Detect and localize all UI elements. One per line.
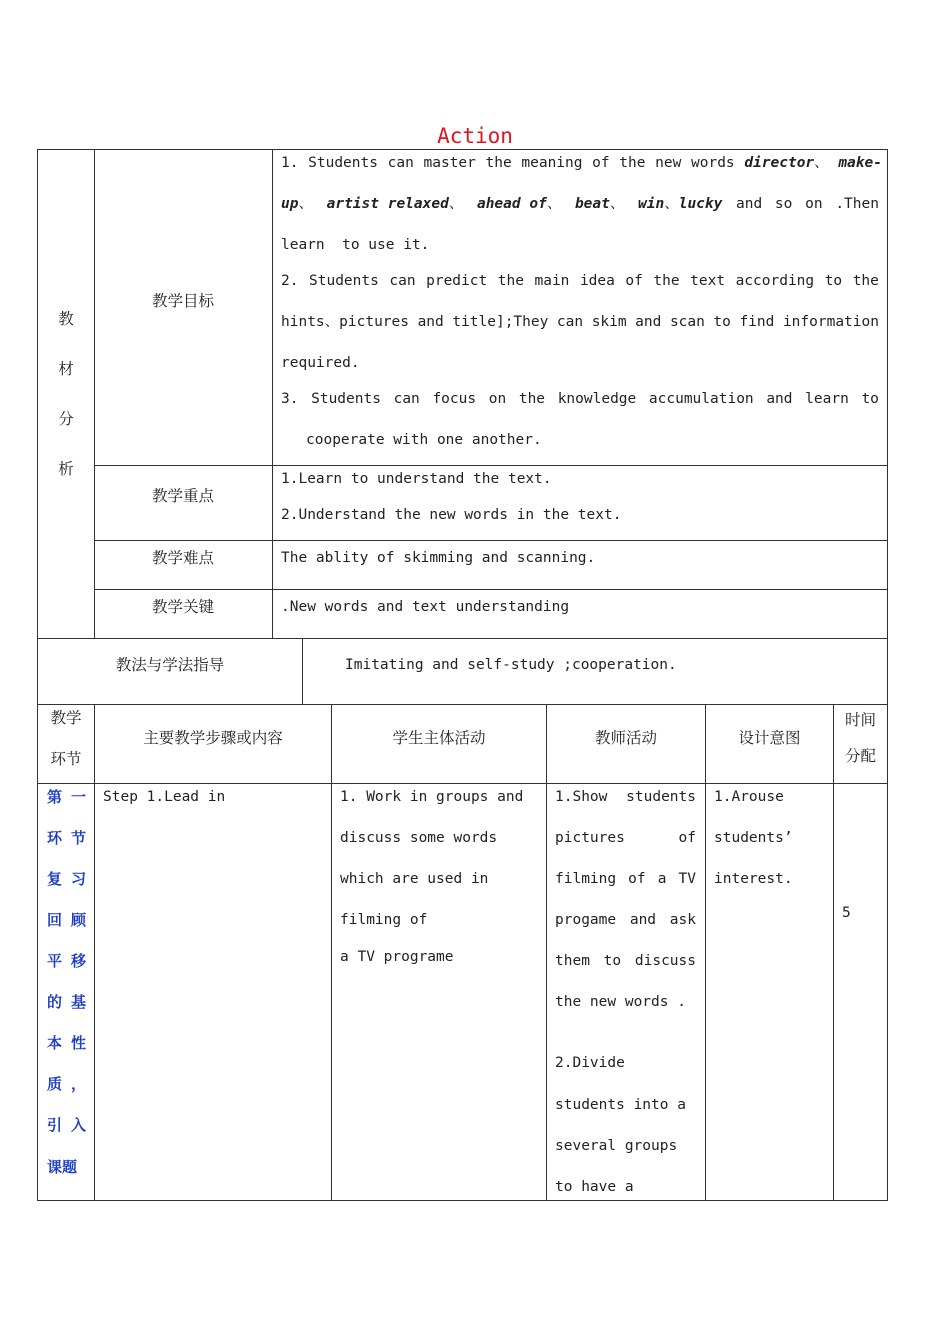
- word: to: [603, 953, 622, 969]
- stage-label-line: [47, 870, 86, 888]
- word: words: [691, 155, 735, 171]
- word: pictures: [555, 830, 625, 846]
- vocab-term: director: [744, 155, 815, 171]
- stage-char: 课题: [47, 1158, 78, 1176]
- word: of: [678, 830, 696, 846]
- word: filming: [555, 871, 617, 887]
- word: knowledge: [557, 391, 637, 407]
- crux-label: 教学关键: [151, 598, 214, 616]
- word: of: [625, 273, 643, 289]
- word: 1.: [281, 155, 299, 171]
- side-label-char: 材: [58, 360, 74, 378]
- teacher-activity-line: to have a: [555, 1179, 634, 1195]
- difficulty-label: 教学难点: [151, 549, 214, 567]
- header-time-line-2: 分配: [844, 747, 876, 765]
- method-label: 教法与学法指导: [115, 656, 225, 674]
- word: according: [735, 273, 815, 289]
- teacher-activity-line: [555, 788, 696, 806]
- teacher-activity-line: several groups: [555, 1138, 678, 1154]
- stage-char: 复: [47, 870, 63, 888]
- design-intent-line: 1.Arouse: [714, 789, 784, 805]
- word: accumulation: [648, 391, 754, 407]
- col-line-4: [705, 704, 706, 1201]
- word: a: [657, 871, 667, 887]
- word: 2.: [281, 273, 299, 289]
- stage-char: 基: [70, 993, 86, 1011]
- word: on: [488, 391, 507, 407]
- stage-char: 一: [70, 788, 86, 806]
- header-stage-line-1: 教学: [50, 709, 82, 727]
- word: ask: [669, 912, 696, 928]
- goal-2-line-1: [281, 272, 879, 290]
- word: of: [628, 871, 646, 887]
- table-right-border: [887, 149, 888, 1201]
- vocab-term: win: [638, 196, 665, 212]
- stage-char: 质: [47, 1075, 63, 1093]
- teacher-activity-line: students into a: [555, 1097, 686, 1113]
- goal-3-line-1: [281, 390, 879, 408]
- header-student: 学生主体活动: [392, 729, 486, 747]
- row-line-goals: [94, 465, 888, 466]
- word: Students: [311, 391, 381, 407]
- stage-char: 入: [70, 1116, 86, 1134]
- word: focus: [432, 391, 477, 407]
- vocab-term: up: [281, 196, 299, 212]
- word: and: [629, 912, 657, 928]
- header-time-line-1: 时间: [844, 711, 876, 729]
- col-line-5: [833, 704, 834, 1201]
- stage-label-line: [47, 952, 86, 970]
- header-steps: 主要教学步骤或内容: [143, 729, 283, 747]
- stage-label-line: [47, 788, 86, 806]
- goal-2-line-2: [281, 313, 879, 331]
- stage-char: 习: [70, 870, 86, 888]
- stage-label-line: [47, 1116, 86, 1134]
- word: the: [518, 391, 546, 407]
- word: discuss: [634, 953, 696, 969]
- teacher-activity-line: 2.Divide: [555, 1055, 625, 1071]
- word: find: [739, 314, 775, 330]
- word: master: [423, 155, 476, 171]
- vocab-term: lucky: [678, 196, 723, 212]
- word: progame: [555, 912, 617, 928]
- header-teacher: 教师活动: [594, 729, 657, 747]
- goal-1-line-2: [281, 195, 879, 213]
- goal-1-tail: and so on .Then: [736, 196, 879, 212]
- teacher-activity-line: [555, 952, 696, 970]
- row-line-key: [94, 540, 888, 541]
- word: title];They: [452, 314, 549, 330]
- stage-char: 移: [70, 952, 86, 970]
- word: and: [766, 391, 793, 407]
- key-label: 教学重点: [151, 487, 214, 505]
- step-1-title: Step 1.Lead in: [103, 789, 226, 805]
- key-point-1: 1.Learn to understand the text.: [281, 471, 552, 487]
- word: Students: [308, 155, 378, 171]
- stage-char: 性: [70, 1034, 86, 1052]
- word: to: [824, 273, 843, 289]
- student-activity-line: filming of: [340, 912, 428, 928]
- word: Students: [309, 273, 379, 289]
- word: information: [782, 314, 879, 330]
- word: and: [417, 314, 444, 330]
- word: the: [497, 273, 524, 289]
- side-label-char: 析: [58, 460, 74, 478]
- goals-label: 教学目标: [151, 292, 214, 310]
- word: 1.Show: [555, 789, 608, 805]
- stage-char: 节: [70, 829, 86, 847]
- side-label-char: 教: [58, 310, 74, 328]
- stage-char: 顾: [70, 911, 86, 929]
- separator: 、: [814, 155, 829, 171]
- word: can: [556, 314, 584, 330]
- goal-3-line-2: cooperate with one another.: [306, 432, 542, 448]
- document-title: Action: [437, 124, 513, 148]
- word: scan: [669, 314, 705, 330]
- student-activity-line: a TV programe: [340, 949, 454, 965]
- word: new: [655, 155, 682, 171]
- stage-char: 本: [47, 1034, 63, 1052]
- col-line-1: [94, 704, 95, 1201]
- stage-char: ，: [70, 1075, 86, 1093]
- teacher-activity-line: [555, 911, 696, 929]
- stage-label-line: [47, 993, 86, 1011]
- row-line-method: [37, 704, 888, 705]
- student-activity-line: which are used in: [340, 871, 489, 887]
- key-point-2: 2.Understand the new words in the text.: [281, 507, 622, 523]
- analysis-divider-2: [272, 149, 273, 639]
- stage-char: 第: [47, 788, 63, 806]
- design-intent-line: students’: [714, 830, 793, 846]
- method-value: Imitating and self-study ;cooperation.: [345, 657, 677, 673]
- word: the: [619, 155, 646, 171]
- vocab-term: ahead of: [476, 196, 547, 212]
- design-intent-line: interest.: [714, 871, 793, 887]
- separator: 、: [448, 196, 464, 212]
- goal-1-line-3: learn to use it.: [281, 237, 430, 253]
- word: meaning: [521, 155, 583, 171]
- word: and: [635, 314, 662, 330]
- stage-char: 环: [47, 829, 63, 847]
- stage-char: 的: [47, 993, 63, 1011]
- separator: 、: [609, 196, 625, 212]
- word: can: [389, 273, 416, 289]
- col-line-2: [331, 704, 332, 1201]
- col-line-3: [546, 704, 547, 1201]
- vocab-term: beat: [574, 196, 610, 212]
- word: idea: [579, 273, 615, 289]
- word: text: [690, 273, 726, 289]
- crux-text: .New words and text understanding: [281, 599, 570, 615]
- time-allocation: 5: [842, 905, 851, 921]
- stage-char: 平: [47, 952, 63, 970]
- word: can: [387, 155, 414, 171]
- goal-2-line-3: required.: [281, 355, 360, 371]
- word: of: [592, 155, 610, 171]
- word: students: [626, 789, 696, 805]
- separator: 、: [546, 196, 562, 212]
- word: main: [534, 273, 570, 289]
- goal-1-line-1: [281, 154, 882, 172]
- word: to: [713, 314, 731, 330]
- word: the: [653, 273, 680, 289]
- separator: 、: [664, 196, 679, 212]
- word: predict: [426, 273, 488, 289]
- separator: 、: [298, 196, 313, 212]
- student-activity-line: discuss some words: [340, 830, 498, 846]
- word: hints、pictures: [281, 314, 409, 330]
- student-activity-line: 1. Work in groups and: [340, 789, 524, 805]
- row-line-header: [37, 783, 888, 784]
- stage-label-line: [47, 1034, 86, 1052]
- table-top-border: [37, 149, 888, 150]
- stage-label-line: [47, 1158, 77, 1176]
- stage-char: 回: [47, 911, 63, 929]
- stage-label-line: [47, 911, 86, 929]
- word: skim: [591, 314, 627, 330]
- header-stage-line-2: 环节: [50, 750, 82, 768]
- teacher-activity-line: the new words .: [555, 994, 686, 1010]
- stage-label-line: [47, 1075, 86, 1093]
- table-left-border: [37, 149, 38, 1201]
- stage-label-line: [47, 829, 86, 847]
- difficulty-text: The ablity of skimming and scanning.: [281, 550, 596, 566]
- side-label-char: 分: [58, 410, 74, 428]
- vocab-term: artist relaxed: [326, 196, 449, 212]
- word: TV: [678, 871, 696, 887]
- word: them: [555, 953, 590, 969]
- vocab-term: make-: [838, 155, 882, 171]
- table-bottom-border: [37, 1200, 888, 1201]
- row-line-analysis-end: [37, 638, 888, 639]
- word: to: [861, 391, 879, 407]
- word: the: [852, 273, 879, 289]
- teacher-activity-line: [555, 870, 696, 888]
- word: 3.: [281, 391, 299, 407]
- row-line-difficulty: [94, 589, 888, 590]
- word: learn: [805, 391, 849, 407]
- word: can: [393, 391, 420, 407]
- teacher-activity-line: [555, 829, 696, 847]
- stage-char: 引: [47, 1116, 63, 1134]
- header-design: 设计意图: [738, 729, 801, 747]
- word: the: [485, 155, 512, 171]
